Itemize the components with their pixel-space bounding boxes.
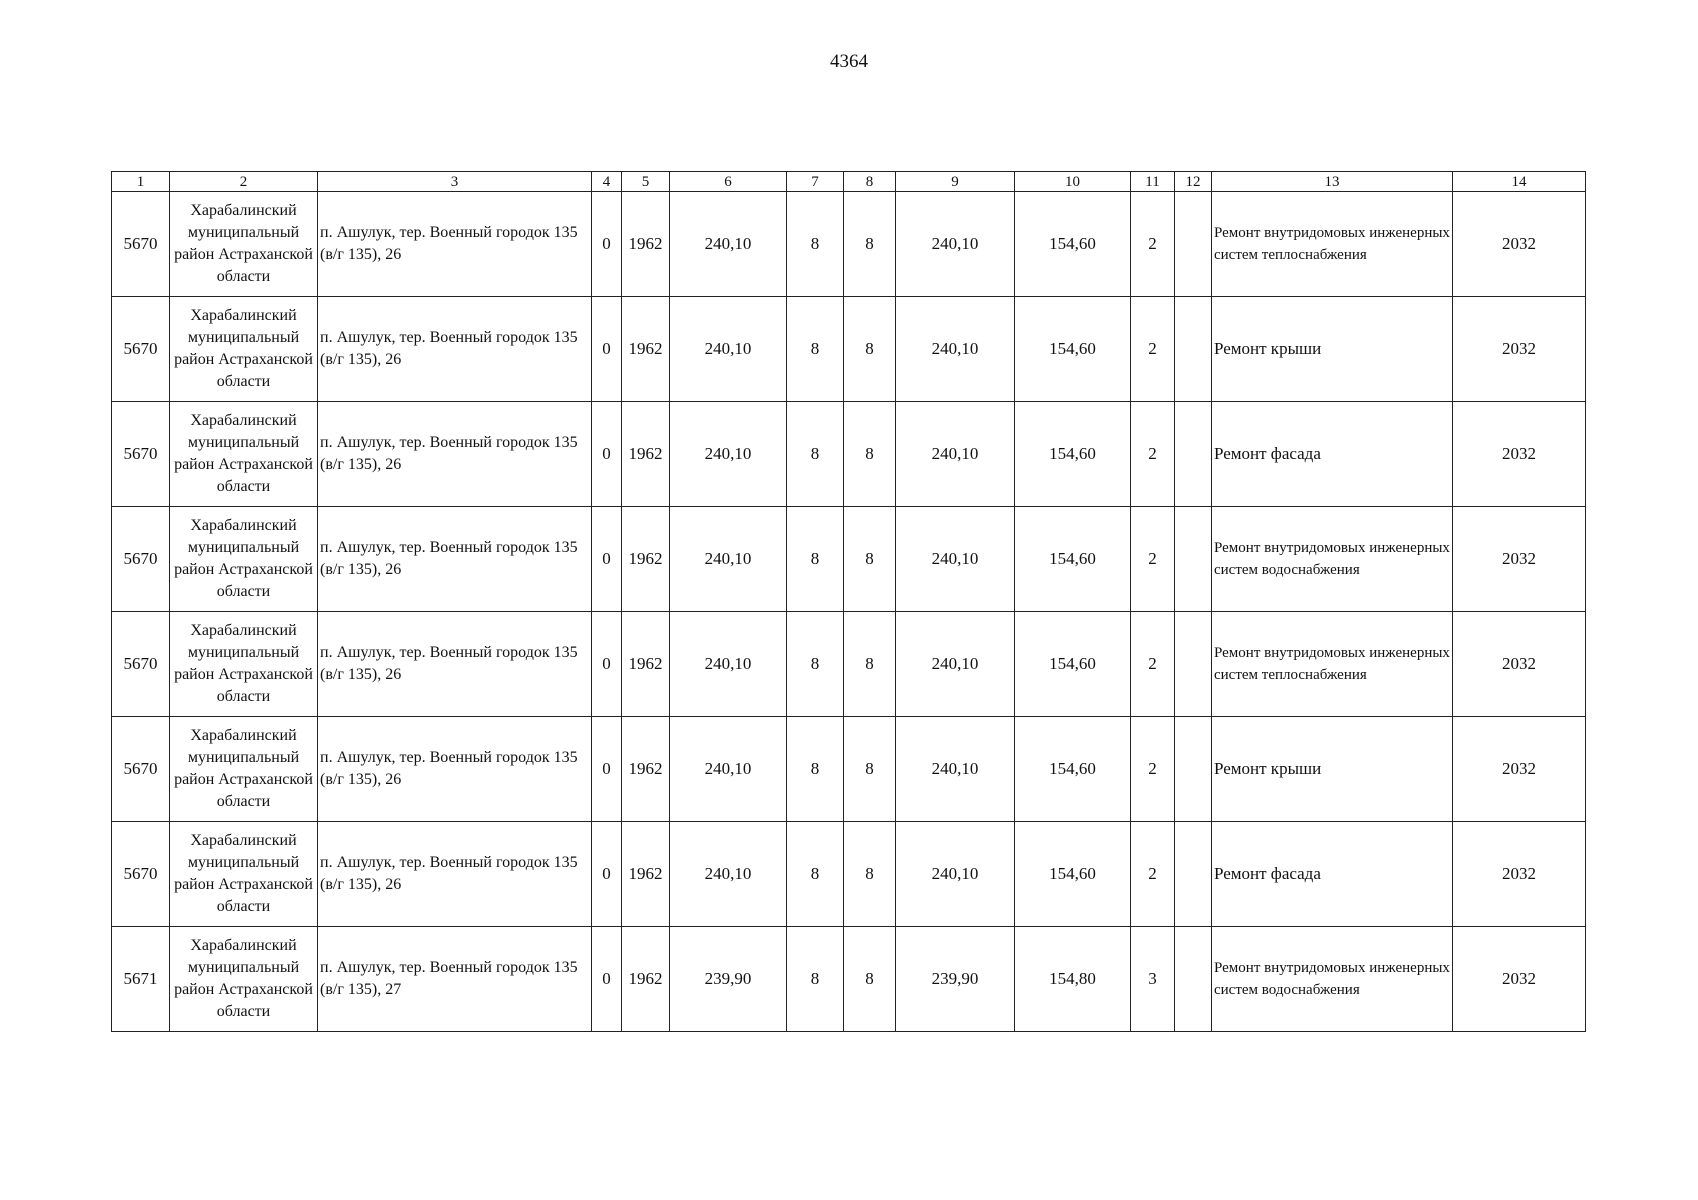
column-header-5: 5 — [622, 172, 670, 192]
work-type-cell: Ремонт внутридомовых инженерных систем теплоснабжения — [1212, 192, 1453, 297]
column-7-cell: 8 — [787, 192, 844, 297]
column-8-cell: 8 — [844, 297, 896, 402]
column-11-cell: 2 — [1131, 822, 1175, 927]
column-header-3: 3 — [318, 172, 592, 192]
table-body — [112, 192, 1586, 1032]
table-row — [112, 927, 1586, 1032]
record-id-cell: 5670 — [112, 717, 170, 822]
column-header-1: 1 — [112, 172, 170, 192]
year-cell: 1962 — [622, 612, 670, 717]
plan-year-cell: 2032 — [1453, 822, 1586, 927]
municipality-cell: Харабалинский муниципальный район Астраханской области — [170, 822, 318, 927]
table-row — [112, 612, 1586, 717]
column-8-cell: 8 — [844, 612, 896, 717]
column-8-cell: 8 — [844, 402, 896, 507]
living-area-cell: 240,10 — [896, 192, 1015, 297]
column-7-cell: 8 — [787, 927, 844, 1032]
year-cell: 1962 — [622, 822, 670, 927]
other-area-cell: 154,60 — [1015, 612, 1131, 717]
column-4-cell: 0 — [592, 717, 622, 822]
year-cell: 1962 — [622, 402, 670, 507]
column-header-13: 13 — [1212, 172, 1453, 192]
address-cell: п. Ашулук, тер. Военный городок 135 (в/г 135), 26 — [318, 402, 592, 507]
municipality-cell: Харабалинский муниципальный район Астраханской области — [170, 402, 318, 507]
page-number: 4364 — [830, 51, 868, 72]
table-row — [112, 717, 1586, 822]
column-7-cell: 8 — [787, 507, 844, 612]
column-12-cell — [1175, 507, 1212, 612]
municipality-cell: Харабалинский муниципальный район Астраханской области — [170, 192, 318, 297]
year-cell: 1962 — [622, 192, 670, 297]
municipality-cell: Харабалинский муниципальный район Астраханской области — [170, 717, 318, 822]
year-cell: 1962 — [622, 507, 670, 612]
municipality-cell: Харабалинский муниципальный район Астраханской области — [170, 927, 318, 1032]
other-area-cell: 154,60 — [1015, 192, 1131, 297]
total-area-cell: 239,90 — [670, 927, 787, 1032]
column-11-cell: 2 — [1131, 402, 1175, 507]
column-7-cell: 8 — [787, 402, 844, 507]
table-row — [112, 297, 1586, 402]
column-header-4: 4 — [592, 172, 622, 192]
address-cell: п. Ашулук, тер. Военный городок 135 (в/г 135), 26 — [318, 612, 592, 717]
address-cell: п. Ашулук, тер. Военный городок 135 (в/г 135), 27 — [318, 927, 592, 1032]
work-type-cell: Ремонт внутридомовых инженерных систем водоснабжения — [1212, 507, 1453, 612]
living-area-cell: 240,10 — [896, 717, 1015, 822]
column-header-10: 10 — [1015, 172, 1131, 192]
total-area-cell: 240,10 — [670, 297, 787, 402]
total-area-cell: 240,10 — [670, 612, 787, 717]
year-cell: 1962 — [622, 717, 670, 822]
column-header-8: 8 — [844, 172, 896, 192]
column-12-cell — [1175, 717, 1212, 822]
column-11-cell: 3 — [1131, 927, 1175, 1032]
record-id-cell: 5671 — [112, 927, 170, 1032]
record-id-cell: 5670 — [112, 612, 170, 717]
column-7-cell: 8 — [787, 612, 844, 717]
column-11-cell: 2 — [1131, 717, 1175, 822]
column-11-cell: 2 — [1131, 297, 1175, 402]
municipality-cell: Харабалинский муниципальный район Астраханской области — [170, 612, 318, 717]
column-11-cell: 2 — [1131, 507, 1175, 612]
other-area-cell: 154,80 — [1015, 927, 1131, 1032]
work-type-cell: Ремонт внутридомовых инженерных систем теплоснабжения — [1212, 612, 1453, 717]
column-header-7: 7 — [787, 172, 844, 192]
column-4-cell: 0 — [592, 297, 622, 402]
column-7-cell: 8 — [787, 822, 844, 927]
column-8-cell: 8 — [844, 507, 896, 612]
column-4-cell: 0 — [592, 402, 622, 507]
table-row — [112, 822, 1586, 927]
living-area-cell: 240,10 — [896, 402, 1015, 507]
other-area-cell: 154,60 — [1015, 822, 1131, 927]
column-11-cell: 2 — [1131, 192, 1175, 297]
address-cell: п. Ашулук, тер. Военный городок 135 (в/г 135), 26 — [318, 192, 592, 297]
table-row — [112, 507, 1586, 612]
living-area-cell: 240,10 — [896, 822, 1015, 927]
plan-year-cell: 2032 — [1453, 402, 1586, 507]
column-12-cell — [1175, 297, 1212, 402]
column-8-cell: 8 — [844, 717, 896, 822]
record-id-cell: 5670 — [112, 192, 170, 297]
column-8-cell: 8 — [844, 192, 896, 297]
table-row — [112, 192, 1586, 297]
total-area-cell: 240,10 — [670, 402, 787, 507]
work-type-cell: Ремонт крыши — [1212, 297, 1453, 402]
record-id-cell: 5670 — [112, 402, 170, 507]
column-number-row — [112, 172, 1586, 192]
total-area-cell: 240,10 — [670, 192, 787, 297]
work-type-cell: Ремонт фасада — [1212, 402, 1453, 507]
work-type-cell: Ремонт фасада — [1212, 822, 1453, 927]
total-area-cell: 240,10 — [670, 717, 787, 822]
plan-year-cell: 2032 — [1453, 717, 1586, 822]
column-header-14: 14 — [1453, 172, 1586, 192]
column-12-cell — [1175, 612, 1212, 717]
record-id-cell: 5670 — [112, 822, 170, 927]
column-4-cell: 0 — [592, 927, 622, 1032]
living-area-cell: 240,10 — [896, 297, 1015, 402]
address-cell: п. Ашулук, тер. Военный городок 135 (в/г 135), 26 — [318, 822, 592, 927]
column-12-cell — [1175, 822, 1212, 927]
other-area-cell: 154,60 — [1015, 717, 1131, 822]
column-header-12: 12 — [1175, 172, 1212, 192]
total-area-cell: 240,10 — [670, 822, 787, 927]
municipality-cell: Харабалинский муниципальный район Астраханской области — [170, 297, 318, 402]
plan-year-cell: 2032 — [1453, 612, 1586, 717]
column-8-cell: 8 — [844, 822, 896, 927]
column-7-cell: 8 — [787, 717, 844, 822]
column-11-cell: 2 — [1131, 612, 1175, 717]
column-12-cell — [1175, 402, 1212, 507]
work-type-cell: Ремонт крыши — [1212, 717, 1453, 822]
column-4-cell: 0 — [592, 822, 622, 927]
repair-schedule-table — [111, 171, 1586, 1032]
column-header-2: 2 — [170, 172, 318, 192]
address-cell: п. Ашулук, тер. Военный городок 135 (в/г 135), 26 — [318, 297, 592, 402]
living-area-cell: 239,90 — [896, 927, 1015, 1032]
address-cell: п. Ашулук, тер. Военный городок 135 (в/г 135), 26 — [318, 507, 592, 612]
column-12-cell — [1175, 192, 1212, 297]
plan-year-cell: 2032 — [1453, 507, 1586, 612]
year-cell: 1962 — [622, 927, 670, 1032]
address-cell: п. Ашулук, тер. Военный городок 135 (в/г 135), 26 — [318, 717, 592, 822]
total-area-cell: 240,10 — [670, 507, 787, 612]
table-row — [112, 402, 1586, 507]
work-type-cell: Ремонт внутридомовых инженерных систем водоснабжения — [1212, 927, 1453, 1032]
living-area-cell: 240,10 — [896, 612, 1015, 717]
column-12-cell — [1175, 927, 1212, 1032]
record-id-cell: 5670 — [112, 507, 170, 612]
column-8-cell: 8 — [844, 927, 896, 1032]
column-4-cell: 0 — [592, 612, 622, 717]
column-header-9: 9 — [896, 172, 1015, 192]
column-4-cell: 0 — [592, 507, 622, 612]
year-cell: 1962 — [622, 297, 670, 402]
plan-year-cell: 2032 — [1453, 297, 1586, 402]
column-header-11: 11 — [1131, 172, 1175, 192]
plan-year-cell: 2032 — [1453, 927, 1586, 1032]
other-area-cell: 154,60 — [1015, 297, 1131, 402]
municipality-cell: Харабалинский муниципальный район Астраханской области — [170, 507, 318, 612]
record-id-cell: 5670 — [112, 297, 170, 402]
column-4-cell: 0 — [592, 192, 622, 297]
living-area-cell: 240,10 — [896, 507, 1015, 612]
other-area-cell: 154,60 — [1015, 402, 1131, 507]
other-area-cell: 154,60 — [1015, 507, 1131, 612]
plan-year-cell: 2032 — [1453, 192, 1586, 297]
column-7-cell: 8 — [787, 297, 844, 402]
column-header-6: 6 — [670, 172, 787, 192]
